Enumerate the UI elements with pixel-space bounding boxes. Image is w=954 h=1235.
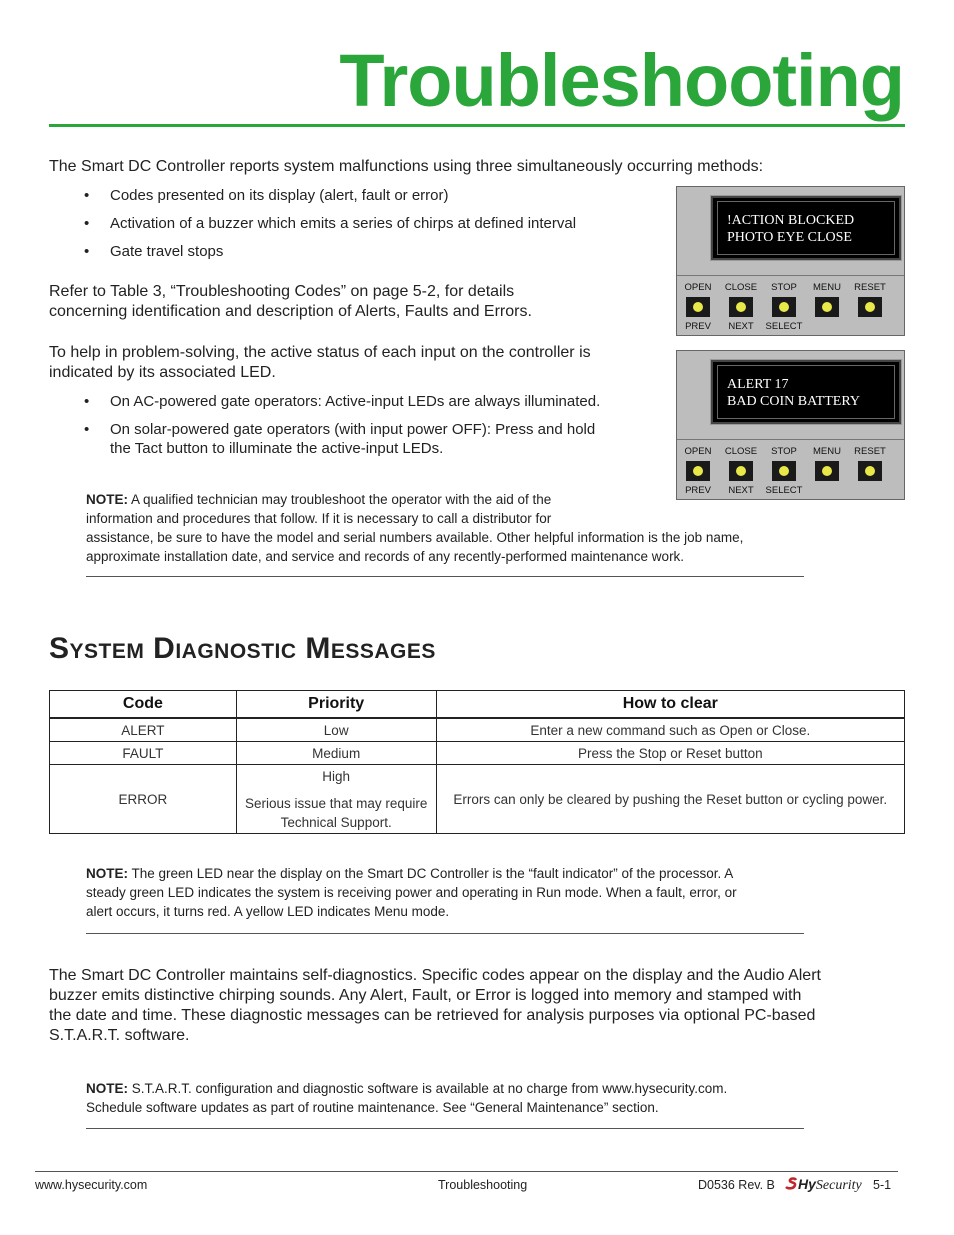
led-item: • On AC-powered gate operators: Active-input LEDs are always illuminated. — [84, 393, 601, 410]
led-icon — [693, 302, 703, 312]
reset-button[interactable] — [858, 297, 882, 317]
open-label: OPEN — [684, 446, 712, 457]
close-button[interactable] — [729, 297, 753, 317]
footer-rule — [35, 1171, 898, 1172]
cell-priority: Medium — [236, 742, 436, 765]
led-icon — [693, 466, 703, 476]
lcd-display: !ACTION BLOCKED PHOTO EYE CLOSE — [711, 196, 901, 260]
close-label: CLOSE — [724, 446, 758, 457]
select-label: SELECT — [765, 321, 803, 332]
menu-label: MENU — [813, 282, 841, 293]
stop-label: STOP — [771, 446, 797, 457]
bullet-icon: • — [84, 187, 90, 204]
table-row — [50, 765, 905, 834]
header-priority: Priority — [236, 691, 436, 719]
stop-label: STOP — [771, 282, 797, 293]
page-title: Troubleshooting — [339, 39, 904, 122]
table-row — [50, 718, 905, 742]
cell-clear: Errors can only be cleared by pushing the Reset button or cycling power. — [436, 765, 904, 834]
lcd-display: ALERT 17 BAD COIN BATTERY — [711, 360, 901, 424]
bullet-icon: • — [84, 421, 90, 438]
controller-panel-1 — [676, 186, 905, 336]
footer-section: Troubleshooting — [438, 1178, 528, 1192]
note-led: NOTE: The green LED near the display on the Smart DC Controller is the “fault indicator” of the processor. A steady green LED indicates the system is receiving power and operating in Run mode. When a fault, error, or alert occurs, it turns red. A yellow LED indicates Menu mode. — [86, 866, 737, 919]
header-code: Code — [50, 691, 237, 719]
next-label: NEXT — [728, 485, 754, 496]
cell-code: FAULT — [50, 742, 237, 765]
cell-code: ERROR — [50, 765, 237, 834]
hysecurity-logo: HySecurity — [784, 1176, 862, 1194]
note-technician: NOTE: A qualified technician may troubleshoot the operator with the aid of the information and procedures that follow. If it is necessary to call a distributor for assistance, be sure to have the model and serial numbers available. Other helpful information is the job name, approximate installation date, and service and records of any recently-performed maintenance work. — [86, 492, 744, 564]
bullet-icon: • — [84, 393, 90, 410]
prev-label: PREV — [685, 321, 711, 332]
close-label: CLOSE — [724, 282, 758, 293]
bullet-icon: • — [84, 215, 90, 232]
led-icon — [736, 302, 746, 312]
section-title: System Diagnostic Messages — [49, 632, 436, 665]
refer-text: Refer to Table 3, “Troubleshooting Codes” on page 5-2, for details concerning identification and description of Alerts, Faults and Errors. — [49, 283, 532, 320]
cell-priority: High Serious issue that may require Technical Support. — [236, 765, 436, 834]
select-label: SELECT — [765, 485, 803, 496]
intro-text: The Smart DC Controller reports system malfunctions using three simultaneously occurring methods: — [49, 158, 764, 175]
help-text: To help in problem-solving, the active status of each input on the controller is indicated by its associated LED. — [49, 344, 591, 381]
stop-button[interactable] — [772, 297, 796, 317]
table-header-row — [50, 691, 905, 719]
note-software: NOTE: S.T.A.R.T. configuration and diagnostic software is available at no charge from www.hysecurity.com. Schedule software updates as part of routine maintenance. See “General Maintenance” section. — [86, 1081, 728, 1115]
stop-button[interactable] — [772, 461, 796, 481]
led-icon — [736, 466, 746, 476]
cell-clear: Press the Stop or Reset button — [436, 742, 904, 765]
prev-label: PREV — [685, 485, 711, 496]
method-item: • Gate travel stops — [84, 243, 224, 260]
method-item: • Codes presented on its display (alert, fault or error) — [84, 187, 449, 204]
led-icon — [779, 466, 789, 476]
led-icon — [865, 302, 875, 312]
hysecurity-mark-icon — [784, 1177, 798, 1191]
diagnostic-table — [49, 690, 905, 834]
footer-website: www.hysecurity.com — [35, 1178, 148, 1192]
cell-code: ALERT — [50, 718, 237, 742]
footer-page-number: 5-1 — [873, 1178, 892, 1192]
diagnostics-text: The Smart DC Controller maintains self-diagnostics. Specific codes appear on the display and the Audio Alert buzzer emits distinctive chirping sounds. Any Alert, Fault, or Error is logged into memory and stamped with the date and time. These diagnostic messages can be retrieved for analysis purposes via optional PC-based S.T.A.R.T. software. — [49, 967, 821, 1044]
reset-label: RESET — [854, 282, 886, 293]
next-label: NEXT — [728, 321, 754, 332]
title-rule — [49, 124, 905, 127]
menu-label: MENU — [813, 446, 841, 457]
footer-doc-number: D0536 Rev. B — [698, 1178, 775, 1192]
open-label: OPEN — [684, 282, 712, 293]
controller-panel-2 — [676, 350, 905, 500]
menu-button[interactable] — [815, 297, 839, 317]
close-button[interactable] — [729, 461, 753, 481]
method-item: • Activation of a buzzer which emits a series of chirps at defined interval — [84, 215, 577, 232]
note-rule — [86, 576, 804, 577]
led-icon — [865, 466, 875, 476]
table-row — [50, 742, 905, 765]
note-rule — [86, 1128, 804, 1129]
open-button[interactable] — [686, 297, 710, 317]
note-rule — [86, 933, 804, 934]
open-button[interactable] — [686, 461, 710, 481]
cell-priority: Low — [236, 718, 436, 742]
menu-button[interactable] — [815, 461, 839, 481]
cell-clear: Enter a new command such as Open or Close. — [436, 718, 904, 742]
led-icon — [779, 302, 789, 312]
reset-label: RESET — [854, 446, 886, 457]
led-icon — [822, 302, 832, 312]
header-how-to-clear: How to clear — [436, 691, 904, 719]
led-item: • On solar-powered gate operators (with input power OFF): Press and hold the Tact button to illuminate the active-input LEDs. — [84, 421, 596, 457]
reset-button[interactable] — [858, 461, 882, 481]
bullet-icon: • — [84, 243, 90, 260]
led-icon — [822, 466, 832, 476]
